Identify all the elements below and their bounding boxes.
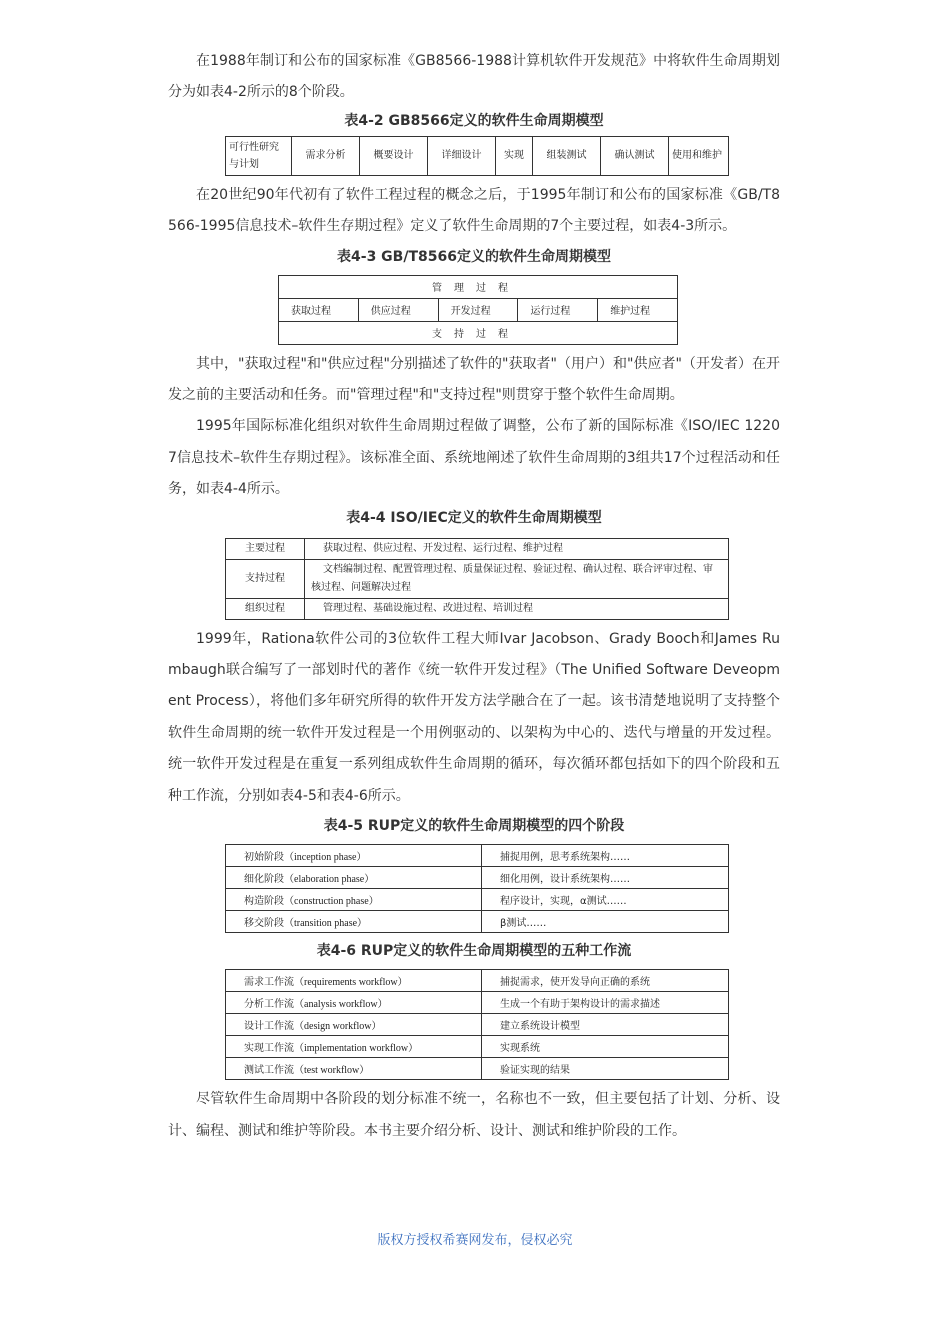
paragraph-4: 1995年国际标准化组织对软件生命周期过程做了调整，公布了新的国际标准《ISO/IEC 12207信息技术–软件生存期过程》。该标准全面、系统地阐述了软件生命周期的3组共17个过程活动和任务，如表4-4所示。 (168, 418, 780, 498)
table-cell: 实现 (496, 136, 533, 175)
table-cell: 初始阶段（inception phase） (226, 845, 482, 867)
table-cell: 开发过程 (438, 298, 518, 321)
table-cell: 需求工作流（requirements workflow） (226, 970, 482, 992)
table-4-3-caption: 表4-3 GB/T8566定义的软件生命周期模型 (337, 248, 611, 265)
table-4-6 (225, 969, 729, 1080)
table-cell: 主要过程 (226, 538, 305, 559)
table-4-4 (225, 538, 729, 620)
table-cell: 捕捉需求，使开发导向正确的系统 (482, 970, 729, 992)
table-cell: 详细设计 (428, 136, 496, 175)
table-cell: 组装测试 (533, 136, 601, 175)
table-cell: 使用和维护 (669, 136, 729, 175)
table-cell: 验证实现的结果 (482, 1058, 729, 1080)
table-4-6-caption: 表4-6 RUP定义的软件生命周期模型的五种工作流 (316, 943, 632, 960)
table-cell: 获取过程、供应过程、开发过程、运行过程、维护过程 (305, 538, 729, 559)
paragraph-1: 在1988年制订和公布的国家标准《GB8566-1988计算机软件开发规范》中将软件生命周期划分为如表4-2所示的8个阶段。 (168, 53, 780, 101)
table-4-5-caption: 表4-5 RUP定义的软件生命周期模型的四个阶段 (323, 818, 625, 835)
table-cell: 实现工作流（implementation workflow） (226, 1036, 482, 1058)
table-cell: 测试工作流（test workflow） (226, 1058, 482, 1080)
table-4-3 (278, 275, 678, 345)
table-cell: 需求分析 (292, 136, 360, 175)
table-cell: 细化阶段（elaboration phase） (226, 867, 482, 889)
table-4-5 (225, 844, 729, 933)
table-cell: 文档编制过程、配置管理过程、质量保证过程、验证过程、确认过程、联合评审过程、审核过程、问题解决过程 (305, 559, 729, 598)
table-cell: 确认测试 (601, 136, 669, 175)
table-cell: 分析工作流（analysis workflow） (226, 992, 482, 1014)
management-process-cell: 管理过程 (279, 275, 678, 298)
table-cell: 建立系统设计模型 (482, 1014, 729, 1036)
table-4-2 (225, 136, 729, 176)
table-cell: 生成一个有助于架构设计的需求描述 (482, 992, 729, 1014)
paragraph-3: 其中，"获取过程"和"供应过程"分别描述了软件的"获取者"（用户）和"供应者"（开发者）在开发之前的主要活动和任务。而"管理过程"和"支持过程"则贯穿于整个软件生命周期。 (168, 355, 780, 404)
table-cell: 程序设计，实现，α测试…… (482, 889, 729, 911)
table-cell: 捕捉用例，思考系统架构…… (482, 845, 729, 867)
table-4-2-caption: 表4-2 GB8566定义的软件生命周期模型 (344, 112, 604, 129)
table-cell: 细化用例，设计系统架构…… (482, 867, 729, 889)
table-cell: 实现系统 (482, 1036, 729, 1058)
table-cell: 获取过程 (279, 298, 359, 321)
table-cell: 维护过程 (598, 298, 678, 321)
table-4-4-caption: 表4-4 ISO/IEC定义的软件生命周期模型 (346, 509, 602, 526)
table-cell: 支持过程 (226, 559, 305, 598)
table-cell: β测试…… (482, 911, 729, 933)
paragraph-6: 尽管软件生命周期中各阶段的划分标准不统一，名称也不一致，但主要包括了计划、分析、设计、编程、测试和维护等阶段。本书主要介绍分析、设计、测试和维护阶段的工作。 (168, 1091, 780, 1139)
table-cell: 概要设计 (360, 136, 428, 175)
table-cell: 设计工作流（design workflow） (226, 1014, 482, 1036)
table-cell: 可行性研究与计划 (226, 136, 292, 175)
table-cell: 运行过程 (518, 298, 598, 321)
document-page (168, 46, 780, 1147)
copyright-footer: 版权方授权希赛网发布，侵权必究 (377, 1233, 573, 1248)
table-cell: 组织过程 (226, 598, 305, 619)
paragraph-5: 1999年，Rationa软件公司的3位软件工程大师Ivar Jacobson、Grady Booch和James Rumbaugh联合编写了一部划时代的著作《统一软件开发过程》（The Unified Software Deveopment Process），将他们多年研究所得的软件开发方法学融合在了一起。该书清楚地说明了支持整个软件生命周期的统一软件开发过程是一个用例驱动的、以架构为中心的、迭代与增量的开发过程。统一软件开发过程是在重复一系列组成软件生命周期的循环，每次循环都包括如下的四个阶段和五种工作流，分别如表4-5和表4-6所示。 (168, 630, 780, 804)
paragraph-2: 在20世纪90年代初有了软件工程过程的概念之后，于1995年制订和公布的国家标准《GB/T8566-1995信息技术–软件生存期过程》定义了软件生命周期的7个主要过程，如表4-3所示。 (168, 186, 780, 235)
support-process-cell: 支持过程 (279, 321, 678, 344)
table-cell: 移交阶段（transition phase） (226, 911, 482, 933)
table-cell: 管理过程、基础设施过程、改进过程、培训过程 (305, 598, 729, 619)
table-cell: 供应过程 (358, 298, 438, 321)
table-cell: 构造阶段（construction phase） (226, 889, 482, 911)
